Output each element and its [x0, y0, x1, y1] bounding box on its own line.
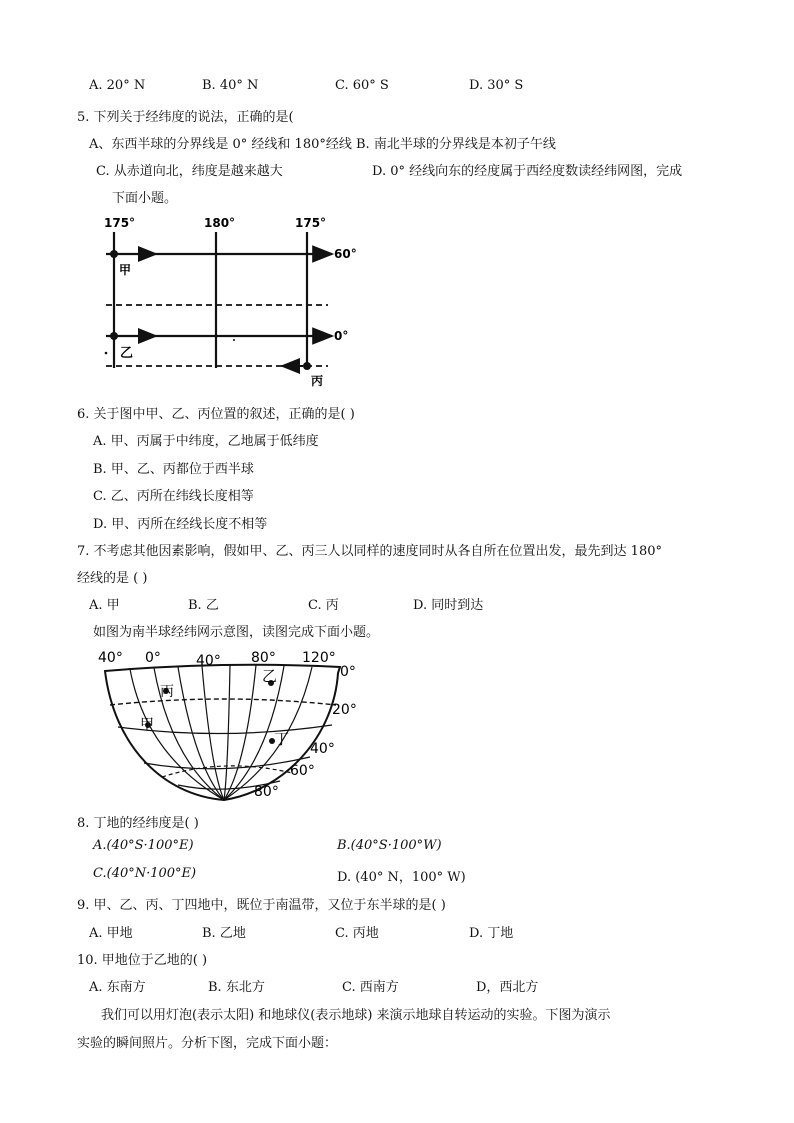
- map1-lon-label: 180°: [204, 216, 236, 230]
- map2-lon-label: 0°: [145, 650, 161, 666]
- q7-stem: 7. 不考虑其他因素影响，假如甲、乙、丙三人以同样的速度同时从各自所在位置出发，最先到达 180°: [77, 544, 662, 559]
- q7-option-a: A. 甲: [89, 598, 120, 613]
- q10-option-b: B. 东北方: [208, 980, 265, 995]
- q9-option-c: C. 丙地: [335, 926, 379, 941]
- map2-point-label: 乙: [262, 667, 278, 685]
- map1-point-label: 丙: [311, 374, 324, 388]
- q6-option-c: C. 乙、丙所在纬线长度相等: [93, 489, 254, 504]
- q4-option-c: C. 60° S: [335, 78, 389, 93]
- q4-option-d: D. 30° S: [469, 78, 524, 93]
- q9-option-d: D. 丁地: [469, 926, 514, 941]
- q9-option-a: A. 甲地: [89, 926, 133, 941]
- q9-stem: 9. 甲、乙、丙、丁四地中，既位于南温带，又位于东半球的是( ): [77, 898, 446, 913]
- map2-lon-label: 80°: [251, 650, 276, 666]
- map2-point-label: 丙: [160, 684, 174, 700]
- map2-lat-label: 0°: [340, 664, 356, 680]
- intro-experiment-line1: 我们可以用灯泡(表示太阳) 和地球仪(表示地球) 来演示地球自转运动的实验。下图为演示: [101, 1008, 611, 1023]
- q5-option-ab: A、东西半球的分界线是 0° 经线和 180°经线 B. 南北半球的分界线是本初子午线: [89, 137, 556, 152]
- q6-option-d: D. 甲、丙所在经线长度不相等: [93, 517, 268, 532]
- point-bing: [303, 362, 311, 370]
- q6-option-b: B. 甲、乙、丙都位于西半球: [93, 462, 254, 477]
- q8-stem: 8. 丁地的经纬度是( ): [77, 816, 199, 831]
- q6-option-a: A. 甲、丙属于中纬度，乙地属于低纬度: [93, 434, 319, 449]
- map1-lat-label: 60°: [334, 247, 357, 261]
- graticule-map-2: [96, 645, 376, 805]
- q5-option-d-cont: 下面小题。: [112, 191, 178, 206]
- point-yi: [110, 332, 118, 340]
- map1-point-label: 乙: [120, 346, 134, 361]
- map2-lon-label: 40°: [196, 653, 221, 669]
- map2-lat-label: 80°: [254, 784, 279, 800]
- map1-lat-label: 0°: [334, 329, 349, 343]
- q5-option-c: C. 从赤道向北，纬度是越来越大: [96, 164, 283, 179]
- q10-option-d: D，西北方: [476, 980, 539, 995]
- q5-stem: 5. 下列关于经纬度的说法，正确的是(: [77, 110, 294, 125]
- map2-lat-label: 60°: [290, 763, 315, 779]
- map2-lat-label: 20°: [332, 702, 357, 718]
- grid-map-1: [96, 210, 366, 390]
- q4-option-a: A. 20° N: [89, 78, 146, 93]
- intro-experiment-line2: 实验的瞬间照片。分析下图，完成下面小题：: [77, 1036, 338, 1051]
- q8-option-b: B.(40°S·100°W): [337, 838, 442, 853]
- map1-lon-label: 175°: [104, 216, 136, 230]
- q8-option-d: D. (40° N，100° W): [337, 870, 466, 885]
- q7-option-c: C. 丙: [308, 598, 339, 613]
- q7-stem-cont: 经线的是 ( ): [77, 571, 148, 586]
- q10-option-a: A. 东南方: [89, 980, 146, 995]
- q6-stem: 6. 关于图中甲、乙、丙位置的叙述，正确的是( ): [77, 407, 355, 422]
- q8-option-a: A.(40°S·100°E): [93, 838, 194, 853]
- map2-lon-label: 120°: [302, 650, 336, 666]
- q10-stem: 10. 甲地位于乙地的( ): [77, 953, 208, 968]
- q7-option-d: D. 同时到达: [413, 598, 484, 613]
- map1-point-label: 甲: [119, 263, 132, 277]
- map2-lon-label: 40°: [98, 650, 123, 666]
- q5-option-d: D. 0° 经线向东的经度属于西经度数读经纬网图，完成: [372, 164, 683, 179]
- q4-option-b: B. 40° N: [202, 78, 259, 93]
- q10-option-c: C. 西南方: [342, 980, 399, 995]
- map2-point-label: 丁: [274, 730, 290, 748]
- q8-option-c: C.(40°N·100°E): [93, 866, 197, 881]
- map2-point-label: 甲: [140, 717, 154, 733]
- q9-option-b: B. 乙地: [202, 926, 246, 941]
- intro-map-2: 如图为南半球经纬网示意图，读图完成下面小题。: [93, 625, 380, 640]
- map2-lat-label: 40°: [310, 741, 335, 757]
- q7-option-b: B. 乙: [188, 598, 219, 613]
- map1-lon-label: 175°: [295, 216, 327, 230]
- point-jia: [110, 250, 118, 258]
